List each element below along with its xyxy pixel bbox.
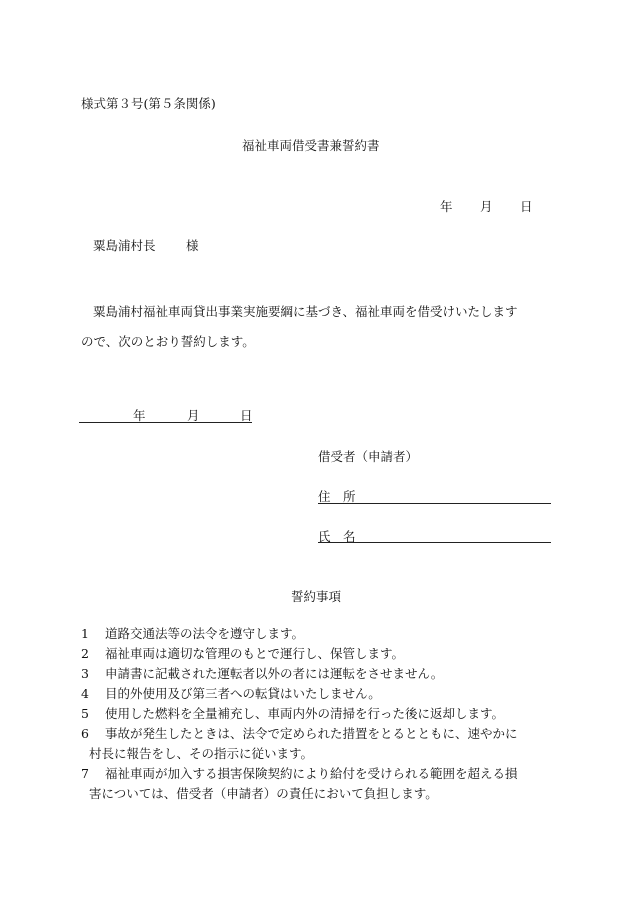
pledge-item-continuation: 害については、借受者（申請者）の責任において負担します。 (89, 786, 438, 801)
name-field-line (318, 541, 551, 543)
body-line-2: ので、次のとおり誓約します。 (81, 334, 255, 349)
pledge-item-text: 目的外使用及び第三者への転貸はいたしません。 (105, 686, 381, 701)
borrower-heading: 借受者（申請者） (318, 449, 419, 464)
pledge-item-text: 使用した燃料を全量補充し、車両内外の清掃を行った後に返却します。 (105, 706, 505, 721)
loan-date-underline (79, 421, 252, 423)
pledge-item-number: 6 (81, 726, 89, 741)
loan-date-month: 月 (187, 408, 200, 423)
addressee-name: 粟島浦村長 (93, 238, 156, 253)
loan-date-year: 年 (133, 408, 146, 423)
date-top-day: 日 (520, 199, 533, 214)
form-number: 様式第３号(第５条関係) (81, 96, 216, 111)
pledge-item-number: 1 (81, 626, 89, 641)
pledge-item-number: 5 (81, 706, 89, 721)
pledge-item-text: 福祉車両が加入する損害保険契約により給付を受けられる範囲を超える損 (105, 766, 518, 781)
pledge-item-continuation: 村長に報告をし、その指示に従います。 (89, 746, 314, 761)
pledge-heading: 誓約事項 (291, 589, 342, 604)
pledge-item-text: 福祉車両は適切な管理のもとで運行し、保管します。 (105, 646, 405, 661)
pledge-item-text: 申請書に記載された運転者以外の者には運転をさせません。 (105, 666, 444, 681)
pledge-item-number: 2 (81, 646, 89, 661)
pledge-item-number: 3 (81, 666, 89, 681)
addressee-honorific: 様 (186, 238, 199, 253)
pledge-item-number: 7 (81, 766, 89, 781)
date-top-year: 年 (440, 199, 453, 214)
body-line-1: 粟島浦村福祉車両貸出事業実施要綱に基づき、福祉車両を借受けいたします (93, 304, 518, 319)
name-label: 氏 名 (318, 529, 356, 544)
pledge-item-number: 4 (81, 686, 89, 701)
date-top-month: 月 (480, 199, 493, 214)
loan-date-day: 日 (240, 408, 253, 423)
document-title: 福祉車両借受書兼誓約書 (242, 138, 380, 153)
address-label: 住 所 (318, 489, 356, 504)
pledge-item-text: 道路交通法等の法令を遵守します。 (105, 626, 305, 641)
pledge-item-text: 事故が発生したときは、法令で定められた措置をとるとともに、速やかに (105, 726, 518, 741)
address-field-line (318, 502, 551, 504)
